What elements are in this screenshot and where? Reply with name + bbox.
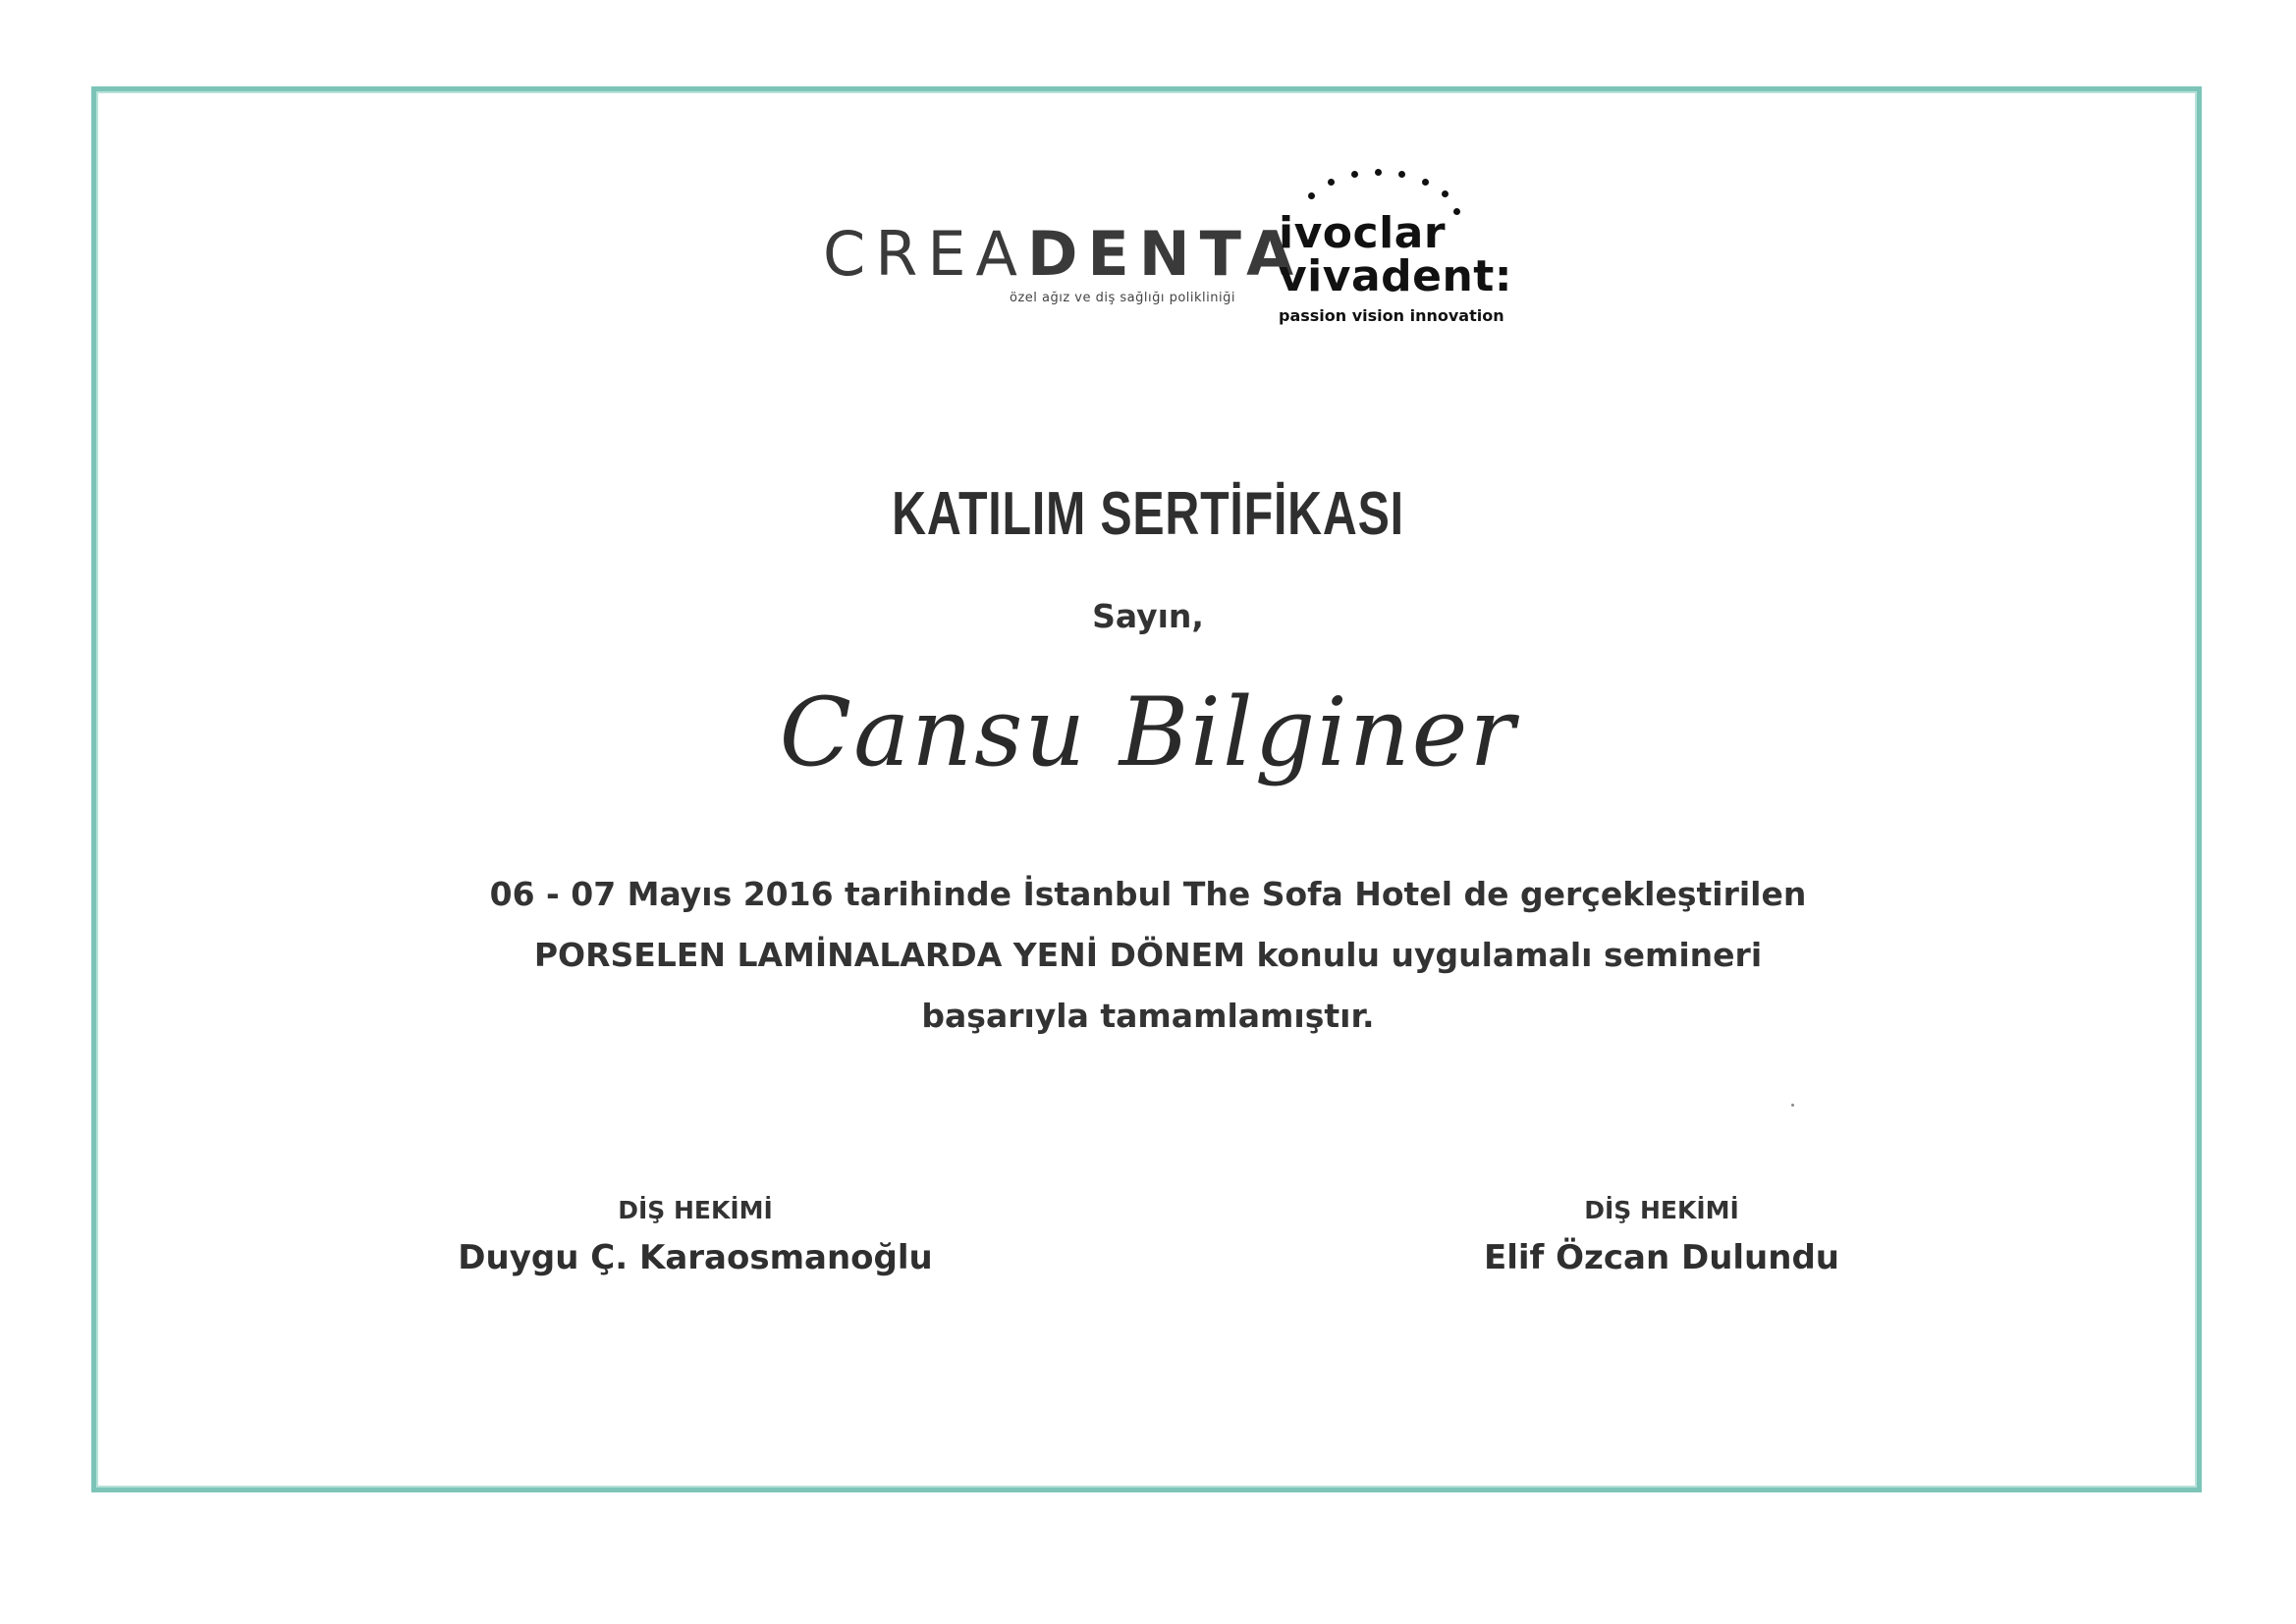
ivoclar-wordmark-line1: ivoclar bbox=[1279, 208, 1447, 258]
signer-right bbox=[1387, 1196, 1937, 1277]
certificate-body bbox=[0, 864, 2296, 1047]
body-line: PORSELEN LAMİNALARDA YENİ DÖNEM konulu uygulamalı semineri bbox=[533, 936, 1763, 974]
creadenta-tagline: özel ağız ve diş sağlığı polikliniği bbox=[1009, 291, 1235, 305]
creadenta-wordmark bbox=[823, 218, 1304, 290]
signer-role: DİŞ HEKİMİ bbox=[618, 1196, 773, 1224]
signer-name: Elif Özcan Dulundu bbox=[1483, 1238, 1840, 1277]
ivoclar-dot-arc-icon bbox=[1279, 157, 1514, 212]
body-line: 06 - 07 Mayıs 2016 tarihinde İstanbul The Sofa Hotel de gerçekleştirilen bbox=[489, 875, 1807, 913]
certificate-title: KATILIM SERTİFİKASI bbox=[892, 480, 1404, 548]
ivoclar-vivadent-logo bbox=[1279, 157, 1534, 325]
body-line: başarıyla tamamlamıştır. bbox=[921, 997, 1375, 1035]
creadenta-word-light: CREA bbox=[823, 218, 1027, 290]
creadenta-word-bold: DENTA bbox=[1026, 218, 1304, 290]
recipient-name: Cansu Bilginer bbox=[779, 677, 1517, 787]
creadenta-logo bbox=[823, 218, 1304, 305]
ivoclar-tagline: passion vision innovation bbox=[1279, 306, 1504, 325]
salutation: Sayın, bbox=[1092, 597, 1204, 635]
scan-speck bbox=[1791, 1104, 1794, 1107]
signer-role: DİŞ HEKİMİ bbox=[1584, 1196, 1739, 1224]
signer-left bbox=[420, 1196, 970, 1277]
ivoclar-wordmark-line2: vivadent: bbox=[1279, 251, 1512, 301]
signer-name: Duygu Ç. Karaosmanoğlu bbox=[458, 1238, 933, 1277]
